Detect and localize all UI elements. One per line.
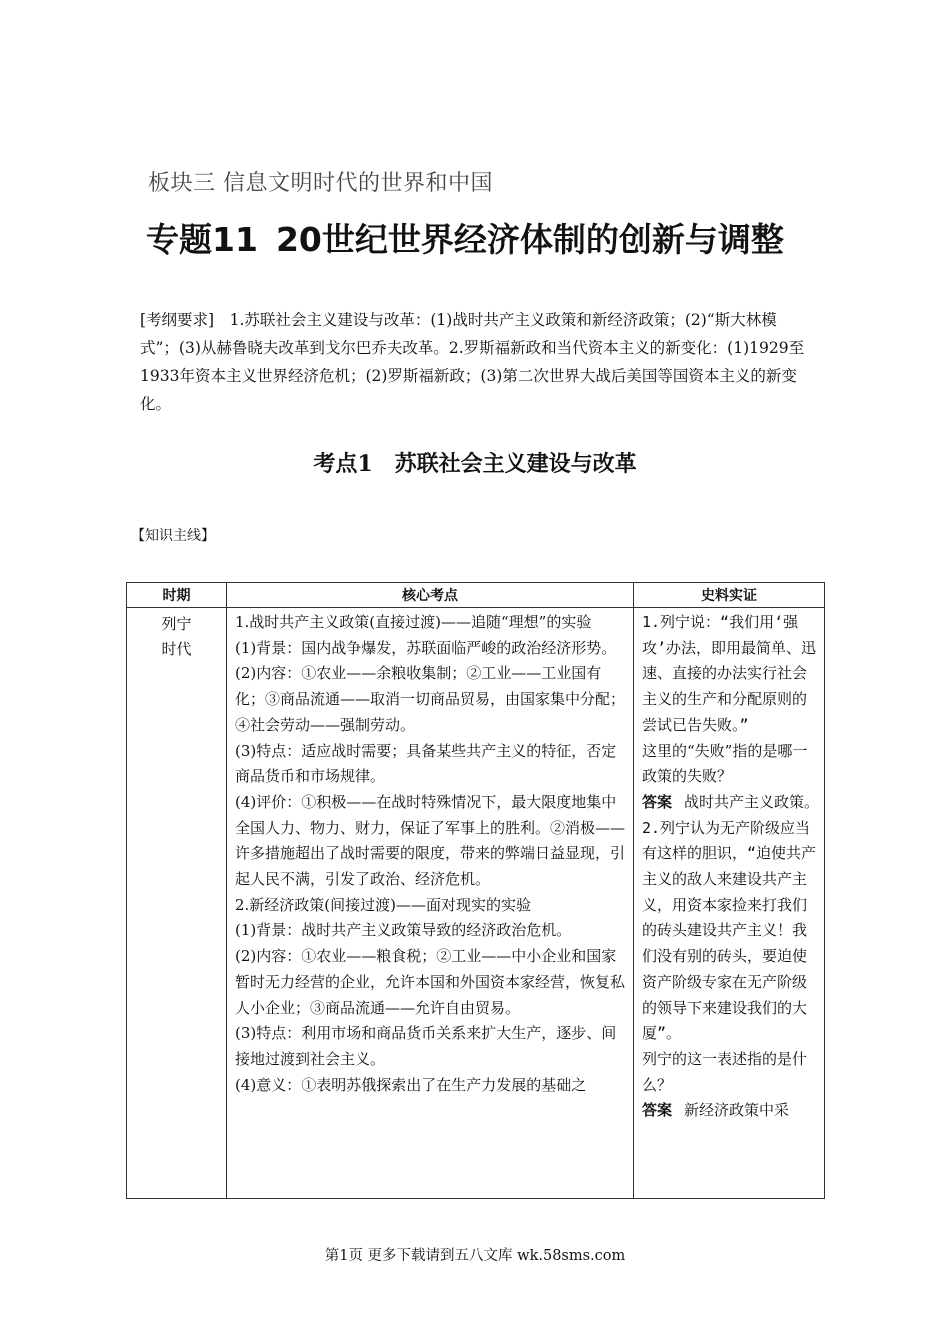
section-title: 板块三 信息文明时代的世界和中国 (148, 171, 493, 196)
topic-title (146, 214, 802, 261)
core-point: (1)背景：国内战争爆发，苏联面临严峻的政治经济形势。 (235, 638, 617, 657)
page-footer: 第1页 更多下载请到五八文库 wk.58sms.com (324, 1248, 626, 1264)
answer-label: 答案 (642, 1101, 673, 1120)
core-point: (2)内容：①农业——粮食税；②工业——中小企业和国家暂时无力经营的企业，允许本国和外国资本家经营，恢复私人小企业；③商品流通——允许自由贸易。 (235, 947, 626, 1017)
evidence-quote-2: 2.列宁认为无产阶级应当有这样的胆识，“迫使共产主义的敌人来建设共产主义，用资本家捡来打我们的砖头建设共产主义！我们没有别的砖头，要迫使资产阶级专家在无产阶级的领导下来建设我们的大厦”。 (642, 818, 817, 1043)
evidence-answer-1 (642, 790, 820, 816)
core-point: (1)背景：战时共产主义政策导致的经济政治危机。 (235, 921, 572, 940)
knowledge-mainline-label: 【知识主线】 (131, 528, 215, 544)
core-point: (4)评价：①积极——在战时特殊情况下，最大限度地集中全国人力、物力、财力，保证了军事上的胜利。②消极——许多措施超出了战时需要的限度，带来的弊端日益显现，引起人民不满，引发了政治、经济危机。 (235, 792, 626, 889)
answer-text: 新经济政策中采 (684, 1101, 790, 1120)
period-cell (127, 608, 227, 1199)
core-point: (3)特点：适应战时需要；具备某些共产主义的特征，否定商品货币和市场规律。 (235, 741, 617, 786)
answer-text: 战时共产主义政策。 (684, 792, 820, 811)
table-header-row (127, 583, 825, 608)
exam-point-heading: 考点1 苏联社会主义建设与改革 (313, 451, 637, 477)
evidence-question-1: 这里的“失败”指的是哪一政策的失败？ (642, 741, 808, 786)
core-points-cell (227, 608, 634, 1199)
header-evidence: 史料实证 (634, 583, 825, 608)
core-point: 1.战时共产主义政策(直接过渡)——追随“理想”的实验 (235, 613, 592, 631)
table-row (127, 608, 825, 1199)
header-period: 时期 (127, 583, 227, 608)
answer-label: 答案 (642, 792, 673, 811)
evidence-cell (634, 608, 825, 1199)
evidence-question-2: 列宁的这一表述指的是什么？ (642, 1049, 808, 1094)
core-point: (3)特点：利用市场和商品货币关系来扩大生产，逐步、间接地过渡到社会主义。 (235, 1024, 617, 1068)
topic-number: 专题11 (146, 220, 258, 259)
header-core-points: 核心考点 (227, 583, 634, 608)
topic-name: 20世纪世界经济体制的创新与调整 (275, 220, 784, 259)
evidence-quote-1: 1.列宁说：“我们用‘强攻’办法，即用最简单、迅速、直接的办法实行社会主义的生产和分配原则的尝试已告失败。” (642, 613, 817, 734)
evidence-answer-2 (642, 1098, 820, 1124)
syllabus-requirements: [考纲要求] 1.苏联社会主义建设与改革：(1)战时共产主义政策和新经济政策；(2)“斯大林模式”；(3)从赫鲁晓夫改革到戈尔巴乔夫改革。2.罗斯福新政和当代资本主义的新变化：(1)1929至1933年资本主义世界经济危机；(2)罗斯福新政；(3)第二次世界大战后美国等国资本主义的新变化。 (140, 311, 805, 413)
core-point: (4)意义：①表明苏俄探索出了在生产力发展的基础之 (235, 1075, 587, 1094)
core-point: (2)内容：①农业——余粮收集制；②工业——工业国有化；③商品流通——取消一切商品贸易，由国家集中分配；④社会劳动——强制劳动。 (235, 664, 626, 734)
knowledge-table (126, 582, 825, 1199)
period-label: 列宁时代 (161, 615, 192, 658)
core-point: 2.新经济政策(间接过渡)——面对现实的实验 (235, 895, 532, 914)
